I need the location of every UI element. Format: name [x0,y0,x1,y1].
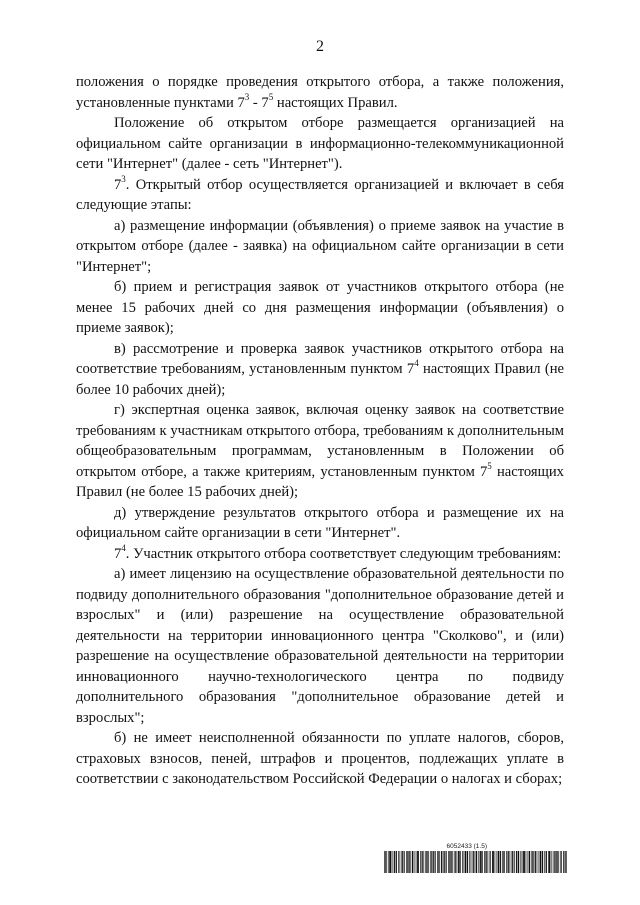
barcode-bar [473,851,474,873]
barcode-bar [528,851,529,873]
superscript: 3 [244,91,250,102]
barcode-bar [420,851,421,873]
barcode-bar [451,851,452,873]
barcode-bar [544,851,545,873]
document-body [76,72,564,790]
barcode-bar [418,851,419,873]
barcode-bar [546,851,547,873]
barcode-bar [392,851,393,873]
paragraph-text: д) утверждение результатов открытого отбора и размещение их на официальном сайте организации в сети "Интернет". [76,504,564,541]
barcode-bar [556,851,557,873]
barcode-bar [519,851,520,873]
paragraph-text: . Открытый отбор осуществляется организацией и включает в себя следующие этапы: [76,176,564,213]
paragraph-text: настоящих Правил. [273,94,398,111]
barcode-bar [467,851,468,873]
barcode-bar [540,851,541,873]
barcode-bar [469,851,470,873]
barcode-image [384,851,567,873]
superscript: 5 [487,460,492,471]
superscript: 4 [121,542,126,553]
paragraph-text: настоящих Правил (не более 15 рабочих дней); [76,463,564,500]
barcode-bar [401,851,402,873]
barcode-bar [465,851,466,873]
barcode-bar [565,851,566,873]
barcode-bar [476,851,477,873]
barcode-bar [422,851,423,873]
barcode-bar [555,851,556,873]
barcode-bar [471,851,472,873]
barcode-bar [492,851,493,873]
barcode-bar [490,851,491,873]
paragraph-text: 7 [114,176,122,193]
barcode-bar [385,851,386,873]
barcode-bar [412,851,413,873]
barcode-bar [540,851,541,873]
barcode-bar [532,851,533,873]
barcode-bar [529,851,530,873]
barcode-bar [416,851,417,873]
barcode-label: 6052433 (1.5) [446,843,487,850]
barcode-bar [456,851,457,873]
barcode-bar [427,851,428,873]
barcode-bar [566,851,567,873]
barcode-bar [513,851,514,873]
barcode-bar [529,851,530,873]
paragraph [76,72,564,113]
barcode-bar [435,851,436,873]
barcode-bar [403,851,404,873]
barcode-bar [500,851,501,873]
paragraph [76,503,564,544]
barcode-bar [398,851,399,873]
barcode-bar [388,851,389,873]
barcode-bar [535,851,536,873]
barcode-bar [441,851,442,873]
paragraph [76,339,564,401]
barcode-bar [553,851,554,873]
barcode-bar [430,851,431,873]
barcode-bar [517,851,518,873]
barcode-bar [520,851,521,873]
barcode-bar [554,851,555,873]
barcode-bar [425,851,426,873]
barcode-bar [531,851,532,873]
barcode-bar [522,851,523,873]
barcode-bar [408,851,409,873]
paragraph-text: настоящих Правил (не более 10 рабочих дней); [76,361,565,398]
paragraph [76,400,564,503]
barcode-bar [473,851,474,873]
barcode-bar [475,851,476,873]
barcode-bar [564,851,565,873]
superscript: 5 [268,91,274,102]
barcode-bar [485,851,486,873]
barcode-bar [533,851,534,873]
barcode-bar [428,851,429,873]
barcode-bar [467,851,468,873]
barcode-bar [450,851,451,873]
barcode-bar [546,851,547,873]
barcode-bar [449,851,450,873]
barcode-bar [537,851,538,873]
barcode-bar [548,851,549,873]
barcode-bar [524,851,525,873]
barcode-bar [414,851,415,873]
barcode-bar [459,851,460,873]
barcode-bar [542,851,543,873]
barcode-bar [422,851,423,873]
barcode-bar [444,851,445,873]
barcode-bar [506,851,507,873]
barcode-bar [464,851,465,873]
barcode-bar [431,851,432,873]
barcode-bar [497,851,498,873]
barcode-bar [486,851,487,873]
barcode-bar [404,851,405,873]
barcode-bar [478,851,479,873]
barcode-bar [487,851,488,873]
barcode-bar [489,851,490,873]
barcode-bar [493,851,494,873]
barcode-bar [462,851,463,873]
paragraph-text: б) прием и регистрация заявок от участников открытого отбора (не менее 15 рабочих дней со дня размещения информации (объявления) о приеме заявок); [76,279,564,336]
barcode-bar [445,851,446,873]
barcode-bar [563,851,564,873]
barcode-bar [557,851,558,873]
barcode-bar [516,851,517,873]
barcode-bar [434,851,435,873]
barcode-bar [511,851,512,873]
paragraph [76,728,564,790]
barcode-bar [384,851,385,873]
superscript: 3 [121,173,126,184]
barcode-bar [498,851,499,873]
barcode-bar [460,851,461,873]
barcode-bar [417,851,418,873]
barcode-bar [439,851,440,873]
barcode-bar [523,851,524,873]
paragraph-text: 7 [114,545,122,562]
barcode-bar [542,851,543,873]
barcode-bar [482,851,483,873]
barcode-bar [438,851,439,873]
paragraph [76,564,564,728]
barcode-bar [407,851,408,873]
barcode-bar [406,851,407,873]
barcode-bar [550,851,551,873]
barcode-bar [512,851,513,873]
barcode-bar [524,851,525,873]
barcode-bar [400,851,401,873]
barcode-bar [518,851,519,873]
paragraph-text: в) рассмотрение и проверка заявок участников открытого отбора на соответствие требованиям, установленным пунктом 7 [76,340,564,377]
barcode-bar [396,851,397,873]
barcode-bar [423,851,424,873]
barcode-bar [551,851,552,873]
barcode-bar [539,851,540,873]
barcode-bar [509,851,510,873]
barcode-bar [396,851,397,873]
barcode-bar [484,851,485,873]
barcode-bar [558,851,559,873]
paragraph-text: а) имеет лицензию на осуществление образовательной деятельности по подвиду дополнительного образования "дополнительное образование детей и взрослых" и (или) разрешение на осуществление образовательной деятельности на территории инновационного центра "Сколково", и (или) разрешение на осуществление образовательной деятельности на территории инновационного научно-технологического центра по подвиду дополнительного образования "дополнительное образование детей и взрослых"; [76,566,564,726]
barcode-bar [446,851,447,873]
barcode-bar [503,851,504,873]
barcode-bar [500,851,501,873]
barcode-bar [508,851,509,873]
barcode-bar [409,851,410,873]
barcode-bar [526,851,527,873]
barcode-bar [465,851,466,873]
barcode-bar [390,851,391,873]
barcode-bar [476,851,477,873]
barcode-bar [386,851,387,873]
barcode-bar [508,851,509,873]
barcode-bar [549,851,550,873]
barcode-bar [390,851,391,873]
barcode-bar [448,851,449,873]
barcode-bar [454,851,455,873]
barcode-bar [535,851,536,873]
barcode-bar [452,851,453,873]
barcode-bar [437,851,438,873]
barcode-bar [394,851,395,873]
paragraph-text: положения о порядке проведения открытого отбора, а также положения, установленные пунктами 7 [76,74,564,111]
barcode-bar [394,851,395,873]
paragraph [76,113,564,175]
barcode-bar [433,851,434,873]
paragraph-text: Положение об открытом отборе размещается организацией на официальном сайте организации в информационно-телекоммуникационной сети "Интернет" (далее - сеть "Интернет"). [76,115,564,172]
barcode-bar [561,851,562,873]
barcode-bar [433,851,434,873]
barcode-bar [480,851,481,873]
barcode-bar [458,851,459,873]
paragraph-text: а) размещение информации (объявления) о приеме заявок на участие в открытом отборе (далее - заявка) на официальном сайте организации в сети "Интернет"; [76,217,564,275]
superscript: 4 [414,358,419,369]
barcode-bar [504,851,505,873]
barcode-bar [426,851,427,873]
paragraph-text: - 7 [249,94,269,111]
barcode-bar [502,851,503,873]
barcode-bar [481,851,482,873]
paragraph-text: г) экспертная оценка заявок, включая оценку заявок на соответствие требованиям к участникам открытого отбора, требованиям к дополнительным общеобразовательным программам, установленным в Положении об открытом отборе, а также критериям, установленным пунктом 7 [76,402,564,480]
barcode-bar [495,851,496,873]
barcode-bar [455,851,456,873]
barcode-bar [498,851,499,873]
paragraph-text: . Участник открытого отбора соответствует следующим требованиям: [125,545,562,562]
paragraph [76,216,564,278]
page-number: 2 [316,38,324,55]
paragraph [76,544,564,565]
barcode-bar [389,851,390,873]
barcode-bar [402,851,403,873]
barcode-bar [480,851,481,873]
barcode-bar [560,851,561,873]
barcode-bar [412,851,413,873]
barcode-bar [514,851,515,873]
barcode-bar [418,851,419,873]
paragraph [76,175,564,216]
barcode-bar [410,851,411,873]
paragraph [76,277,564,339]
barcode-bar [458,851,459,873]
paragraph-text: б) не имеет неисполненной обязанности по уплате налогов, сборов, страховых взносов, пеней, штрафов и процентов, подлежащих уплате в соответствии с законодательством Российской Федерации о налогах и сборах; [76,730,564,787]
barcode-bar [493,851,494,873]
barcode-block [384,843,567,873]
barcode-bar [442,851,443,873]
barcode-bar [443,851,444,873]
